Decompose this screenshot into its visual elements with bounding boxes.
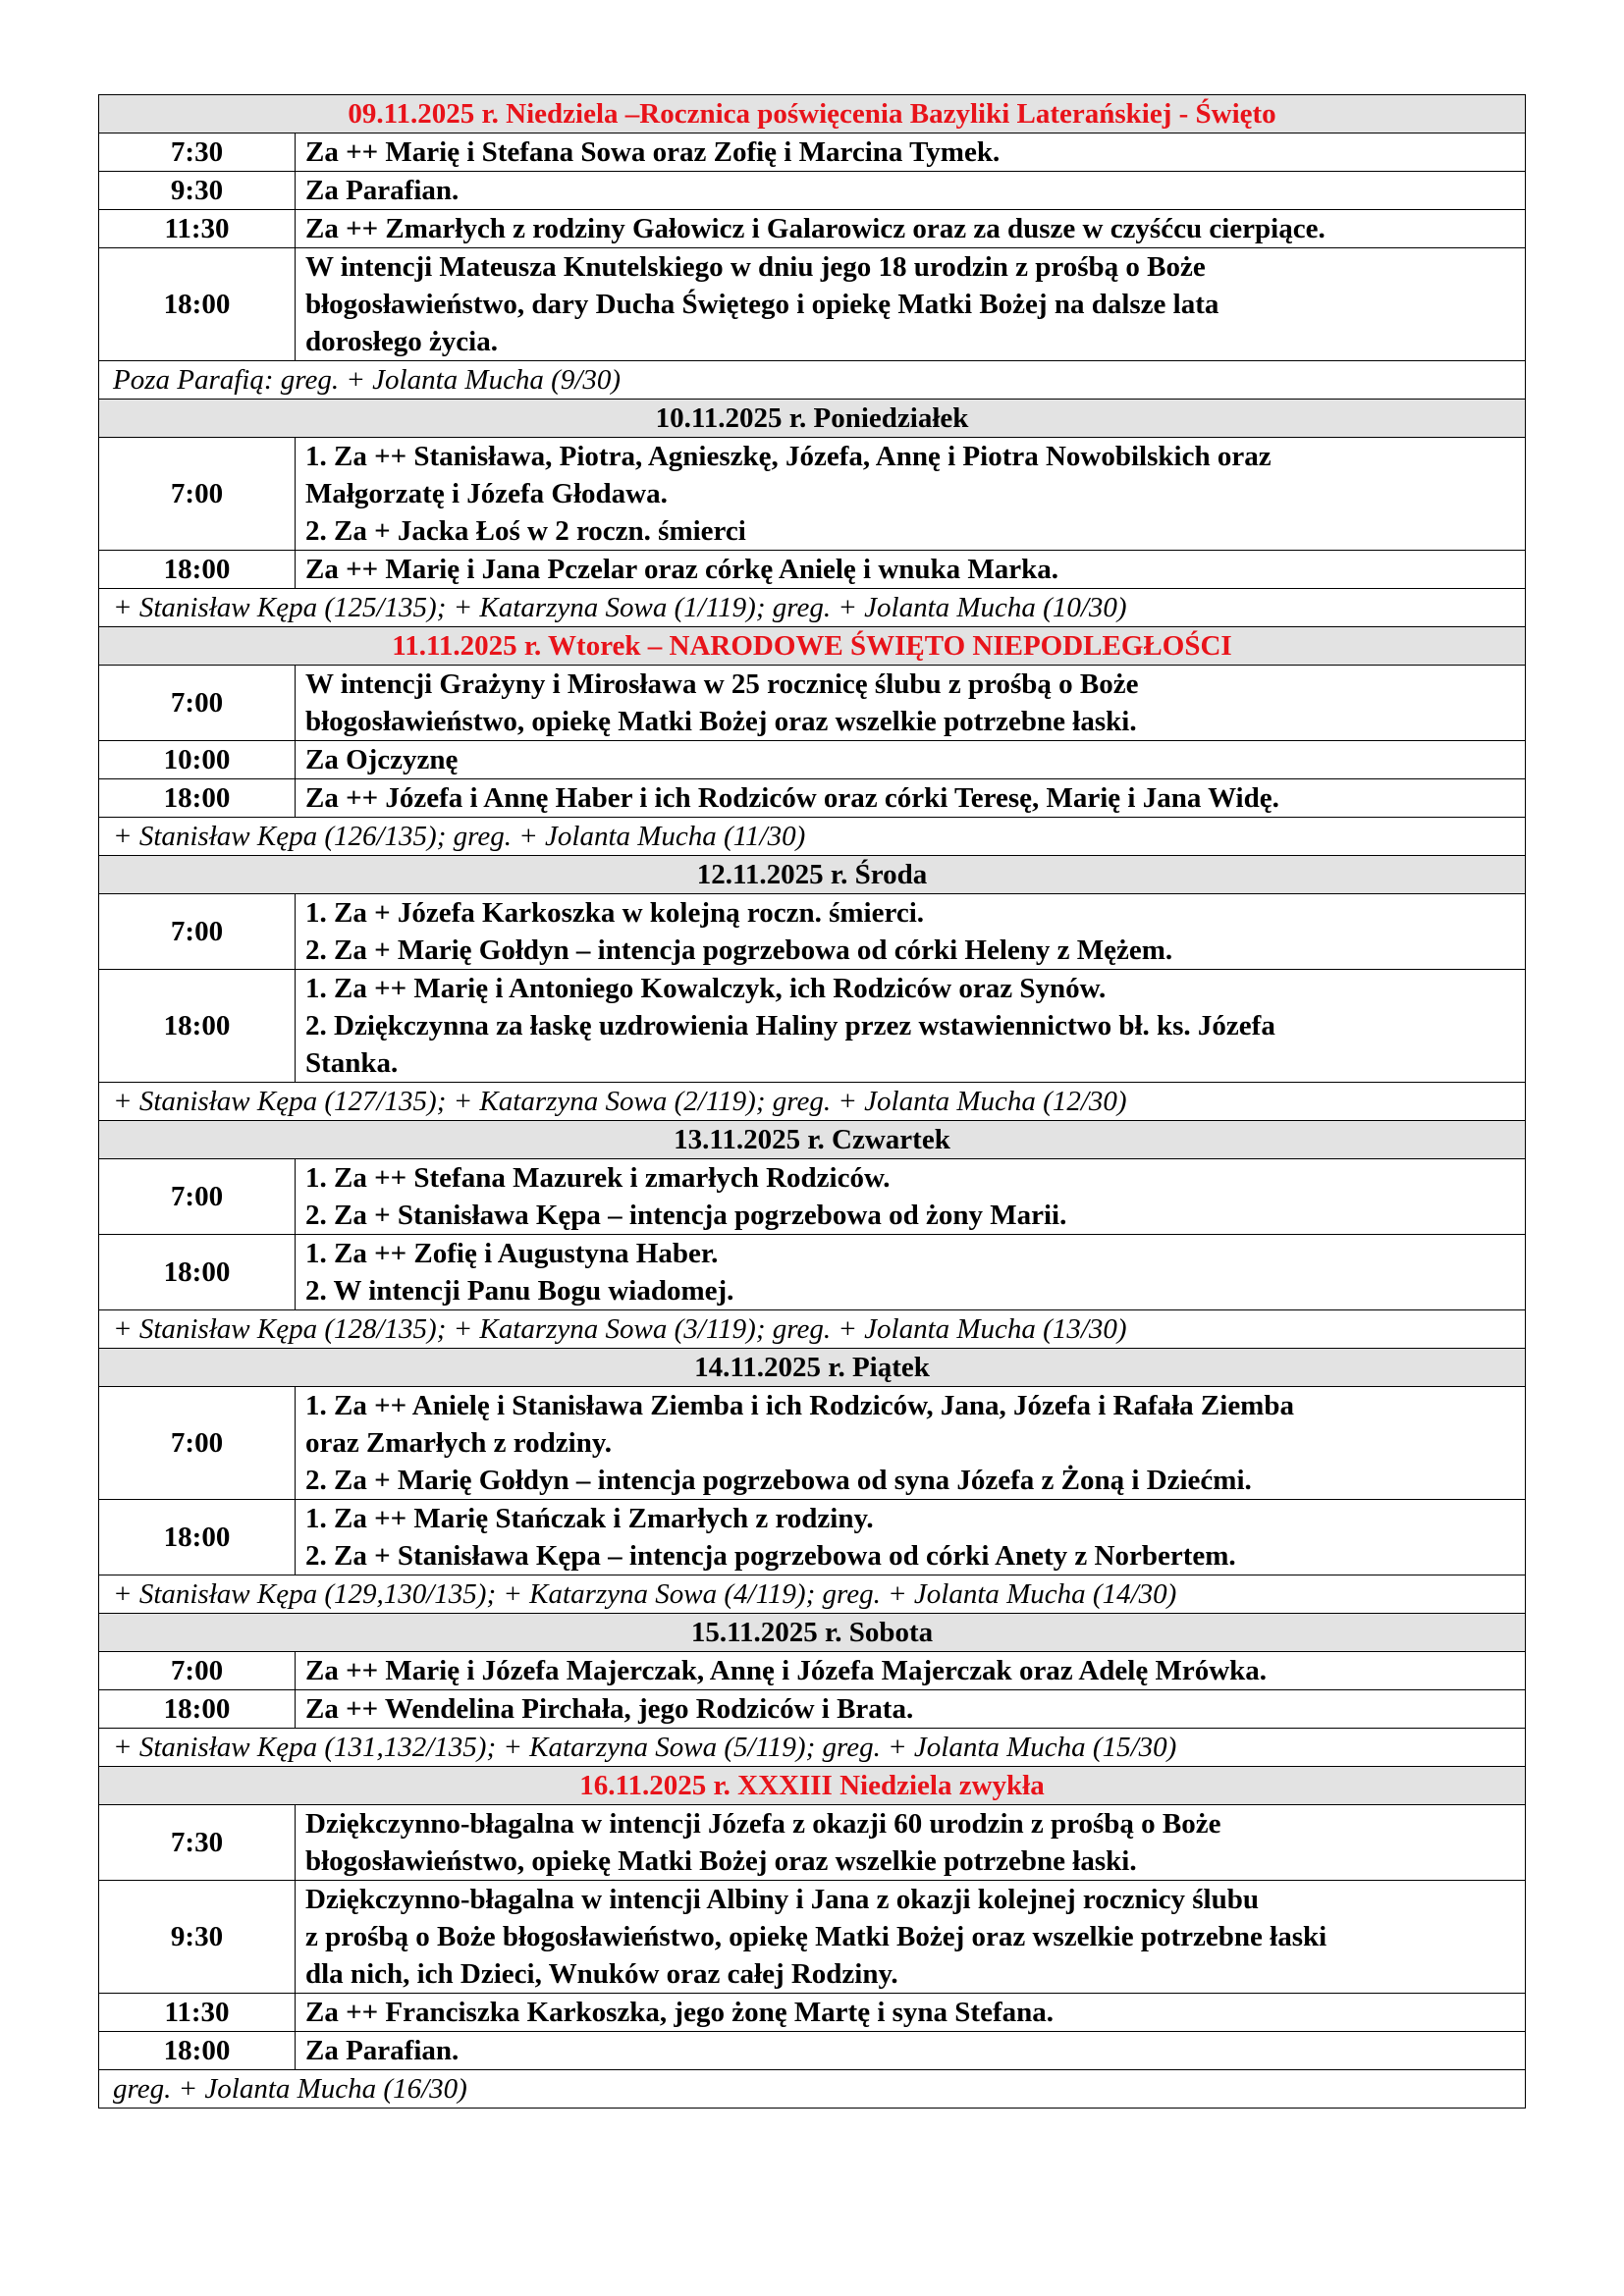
intention-line: 1. Za ++ Marię i Antoniego Kowalczyk, ich Rodziców oraz Synów. <box>305 973 1107 1004</box>
gregorian-note: + Stanisław Kępa (125/135); + Katarzyna Sowa (1/119); greg. + Jolanta Mucha (10/30) <box>99 589 1526 627</box>
day-heading: 13.11.2025 r. Czwartek <box>99 1121 1526 1159</box>
mass-time: 18:00 <box>99 779 296 818</box>
day-heading: 16.11.2025 r. XXXIII Niedziela zwykła <box>99 1767 1526 1805</box>
gregorian-note-row <box>99 1310 1526 1349</box>
gregorian-note: + Stanisław Kępa (131,132/135); + Katarzyna Sowa (5/119); greg. + Jolanta Mucha (15/30) <box>99 1729 1526 1767</box>
intention-line: Za ++ Marię i Jana Pczelar oraz córkę Anielę i wnuka Marka. <box>305 554 1059 585</box>
gregorian-note: + Stanisław Kępa (127/135); + Katarzyna Sowa (2/119); greg. + Jolanta Mucha (12/30) <box>99 1083 1526 1121</box>
mass-intentions-schedule <box>98 94 1525 2109</box>
mass-intention <box>296 779 1526 818</box>
intention-line: 2. Za + Marię Gołdyn – intencja pogrzebowa od córki Heleny z Mężem. <box>305 934 1173 966</box>
mass-time: 11:30 <box>99 210 296 248</box>
intention-line: błogosławieństwo, opiekę Matki Bożej oraz wszelkie potrzebne łaski. <box>305 1845 1137 1877</box>
intention-line: Za ++ Wendelina Pirchała, jego Rodziców i Brata. <box>305 1693 914 1725</box>
mass-row <box>99 2032 1526 2070</box>
day-heading-row <box>99 627 1526 666</box>
mass-row <box>99 1652 1526 1690</box>
day-heading: 09.11.2025 r. Niedziela –Rocznica poświęcenia Bazyliki Laterańskiej - Święto <box>99 95 1526 133</box>
gregorian-note-row <box>99 589 1526 627</box>
gregorian-note-row <box>99 1083 1526 1121</box>
mass-intention <box>296 2032 1526 2070</box>
intention-line: 1. Za ++ Stanisława, Piotra, Agnieszkę, Józefa, Annę i Piotra Nowobilskich oraz <box>305 441 1272 472</box>
mass-time: 7:00 <box>99 1159 296 1235</box>
mass-row <box>99 1159 1526 1235</box>
intention-line: Za Parafian. <box>305 175 460 206</box>
mass-time: 18:00 <box>99 1690 296 1729</box>
mass-intention <box>296 438 1526 551</box>
intention-line: Za ++ Zmarłych z rodziny Gałowicz i Galarowicz oraz za dusze w czyśćcu cierpiące. <box>305 213 1326 244</box>
mass-row <box>99 210 1526 248</box>
mass-intention <box>296 172 1526 210</box>
day-heading-row <box>99 95 1526 133</box>
mass-row <box>99 1805 1526 1881</box>
gregorian-note-row <box>99 361 1526 400</box>
mass-row <box>99 1500 1526 1575</box>
gregorian-note: Poza Parafią: greg. + Jolanta Mucha (9/30) <box>99 361 1526 400</box>
mass-row <box>99 551 1526 589</box>
mass-intention <box>296 1159 1526 1235</box>
intention-line: dorosłego życia. <box>305 326 498 357</box>
mass-row <box>99 741 1526 779</box>
mass-intention <box>296 970 1526 1083</box>
intention-line: 2. Za + Jacka Łoś w 2 roczn. śmierci <box>305 515 746 547</box>
intention-line: Za ++ Marię i Stefana Sowa oraz Zofię i Marcina Tymek. <box>305 136 1001 168</box>
intentions-table <box>98 94 1526 2109</box>
intention-line: dla nich, ich Dzieci, Wnuków oraz całej Rodziny. <box>305 1958 898 1990</box>
mass-intention <box>296 1500 1526 1575</box>
mass-time: 7:30 <box>99 133 296 172</box>
mass-row <box>99 779 1526 818</box>
mass-time: 11:30 <box>99 1994 296 2032</box>
day-heading: 10.11.2025 r. Poniedziałek <box>99 400 1526 438</box>
mass-time: 7:00 <box>99 666 296 741</box>
mass-time: 7:00 <box>99 438 296 551</box>
gregorian-note-row <box>99 2070 1526 2109</box>
mass-intention <box>296 133 1526 172</box>
mass-row <box>99 970 1526 1083</box>
intention-line: Za ++ Franciszka Karkoszka, jego żonę Martę i syna Stefana. <box>305 1997 1055 2028</box>
mass-time: 10:00 <box>99 741 296 779</box>
day-heading-row <box>99 400 1526 438</box>
mass-intention <box>296 1805 1526 1881</box>
mass-row <box>99 1690 1526 1729</box>
mass-intention <box>296 1652 1526 1690</box>
gregorian-note: greg. + Jolanta Mucha (16/30) <box>99 2070 1526 2109</box>
mass-row <box>99 1387 1526 1500</box>
intention-line: 2. Za + Marię Gołdyn – intencja pogrzebowa od syna Józefa z Żoną i Dziećmi. <box>305 1465 1252 1496</box>
mass-intention <box>296 1387 1526 1500</box>
intention-line: 2. W intencji Panu Bogu wiadomej. <box>305 1275 734 1307</box>
intention-line: Dziękczynno-błagalna w intencji Albiny i Jana z okazji kolejnej rocznicy ślubu <box>305 1884 1260 1915</box>
day-heading-row <box>99 1614 1526 1652</box>
mass-row <box>99 133 1526 172</box>
mass-intention <box>296 1994 1526 2032</box>
mass-time: 18:00 <box>99 1235 296 1310</box>
gregorian-note-row <box>99 818 1526 856</box>
intention-line: 1. Za ++ Marię Stańczak i Zmarłych z rodziny. <box>305 1503 874 1534</box>
mass-intention <box>296 551 1526 589</box>
mass-intention <box>296 248 1526 361</box>
mass-time: 18:00 <box>99 248 296 361</box>
intention-line: Za ++ Marię i Józefa Majerczak, Annę i Józefa Majerczak oraz Adelę Mrówka. <box>305 1655 1268 1686</box>
intention-line: 1. Za ++ Zofię i Augustyna Haber. <box>305 1238 719 1269</box>
day-heading: 12.11.2025 r. Środa <box>99 856 1526 894</box>
mass-time: 7:00 <box>99 1652 296 1690</box>
intention-line: 1. Za ++ Stefana Mazurek i zmarłych Rodziców. <box>305 1162 891 1194</box>
gregorian-note-row <box>99 1729 1526 1767</box>
mass-time: 9:30 <box>99 1881 296 1994</box>
mass-row <box>99 438 1526 551</box>
mass-intention <box>296 741 1526 779</box>
intention-line: błogosławieństwo, dary Ducha Świętego i opiekę Matki Bożej na dalsze lata <box>305 289 1219 320</box>
mass-row <box>99 666 1526 741</box>
mass-time: 7:30 <box>99 1805 296 1881</box>
mass-time: 18:00 <box>99 551 296 589</box>
mass-time: 9:30 <box>99 172 296 210</box>
intention-line: Dziękczynno-błagalna w intencji Józefa z okazji 60 urodzin z prośbą o Boże <box>305 1808 1221 1840</box>
intention-line: Za ++ Józefa i Annę Haber i ich Rodziców oraz córki Teresę, Marię i Jana Widę. <box>305 782 1279 814</box>
intention-line: Małgorzatę i Józefa Głodawa. <box>305 478 668 509</box>
mass-row <box>99 1235 1526 1310</box>
mass-intention <box>296 666 1526 741</box>
intention-line: 2. Za + Stanisława Kępa – intencja pogrzebowa od córki Anety z Norbertem. <box>305 1540 1236 1572</box>
mass-time: 18:00 <box>99 1500 296 1575</box>
intention-line: W intencji Grażyny i Mirosława w 25 rocznicę ślubu z prośbą o Boże <box>305 668 1139 700</box>
day-heading-row <box>99 856 1526 894</box>
gregorian-note-row <box>99 1575 1526 1614</box>
intention-line: 1. Za + Józefa Karkoszka w kolejną roczn. śmierci. <box>305 897 925 929</box>
intention-line: Za Ojczyznę <box>305 744 459 775</box>
intention-line: Za Parafian. <box>305 2035 460 2066</box>
day-heading: 15.11.2025 r. Sobota <box>99 1614 1526 1652</box>
mass-intention <box>296 1235 1526 1310</box>
mass-time: 18:00 <box>99 2032 296 2070</box>
mass-row <box>99 172 1526 210</box>
mass-time: 7:00 <box>99 894 296 970</box>
gregorian-note: + Stanisław Kępa (128/135); + Katarzyna Sowa (3/119); greg. + Jolanta Mucha (13/30) <box>99 1310 1526 1349</box>
intention-line: błogosławieństwo, opiekę Matki Bożej oraz wszelkie potrzebne łaski. <box>305 706 1137 737</box>
day-heading-row <box>99 1767 1526 1805</box>
intention-line: 2. Dziękczynna za łaskę uzdrowienia Haliny przez wstawiennictwo bł. ks. Józefa <box>305 1010 1275 1041</box>
mass-intention <box>296 1690 1526 1729</box>
mass-intention <box>296 1881 1526 1994</box>
gregorian-note: + Stanisław Kępa (126/135); greg. + Jolanta Mucha (11/30) <box>99 818 1526 856</box>
intention-line: Stanka. <box>305 1047 399 1079</box>
intention-line: W intencji Mateusza Knutelskiego w dniu jego 18 urodzin z prośbą o Boże <box>305 251 1206 283</box>
mass-intention <box>296 894 1526 970</box>
mass-time: 18:00 <box>99 970 296 1083</box>
intention-line: oraz Zmarłych z rodziny. <box>305 1427 612 1459</box>
day-heading: 11.11.2025 r. Wtorek – NARODOWE ŚWIĘTO NIEPODLEGŁOŚCI <box>99 627 1526 666</box>
mass-time: 7:00 <box>99 1387 296 1500</box>
day-heading-row <box>99 1121 1526 1159</box>
mass-intention <box>296 210 1526 248</box>
mass-row <box>99 1881 1526 1994</box>
day-heading: 14.11.2025 r. Piątek <box>99 1349 1526 1387</box>
mass-row <box>99 248 1526 361</box>
intention-line: 1. Za ++ Anielę i Stanisława Ziemba i ich Rodziców, Jana, Józefa i Rafała Ziemba <box>305 1390 1294 1421</box>
mass-row <box>99 1994 1526 2032</box>
day-heading-row <box>99 1349 1526 1387</box>
intention-line: z prośbą o Boże błogosławieństwo, opiekę Matki Bożej oraz wszelkie potrzebne łaski <box>305 1921 1327 1952</box>
gregorian-note: + Stanisław Kępa (129,130/135); + Katarzyna Sowa (4/119); greg. + Jolanta Mucha (14/30) <box>99 1575 1526 1614</box>
mass-row <box>99 894 1526 970</box>
intention-line: 2. Za + Stanisława Kępa – intencja pogrzebowa od żony Marii. <box>305 1200 1067 1231</box>
